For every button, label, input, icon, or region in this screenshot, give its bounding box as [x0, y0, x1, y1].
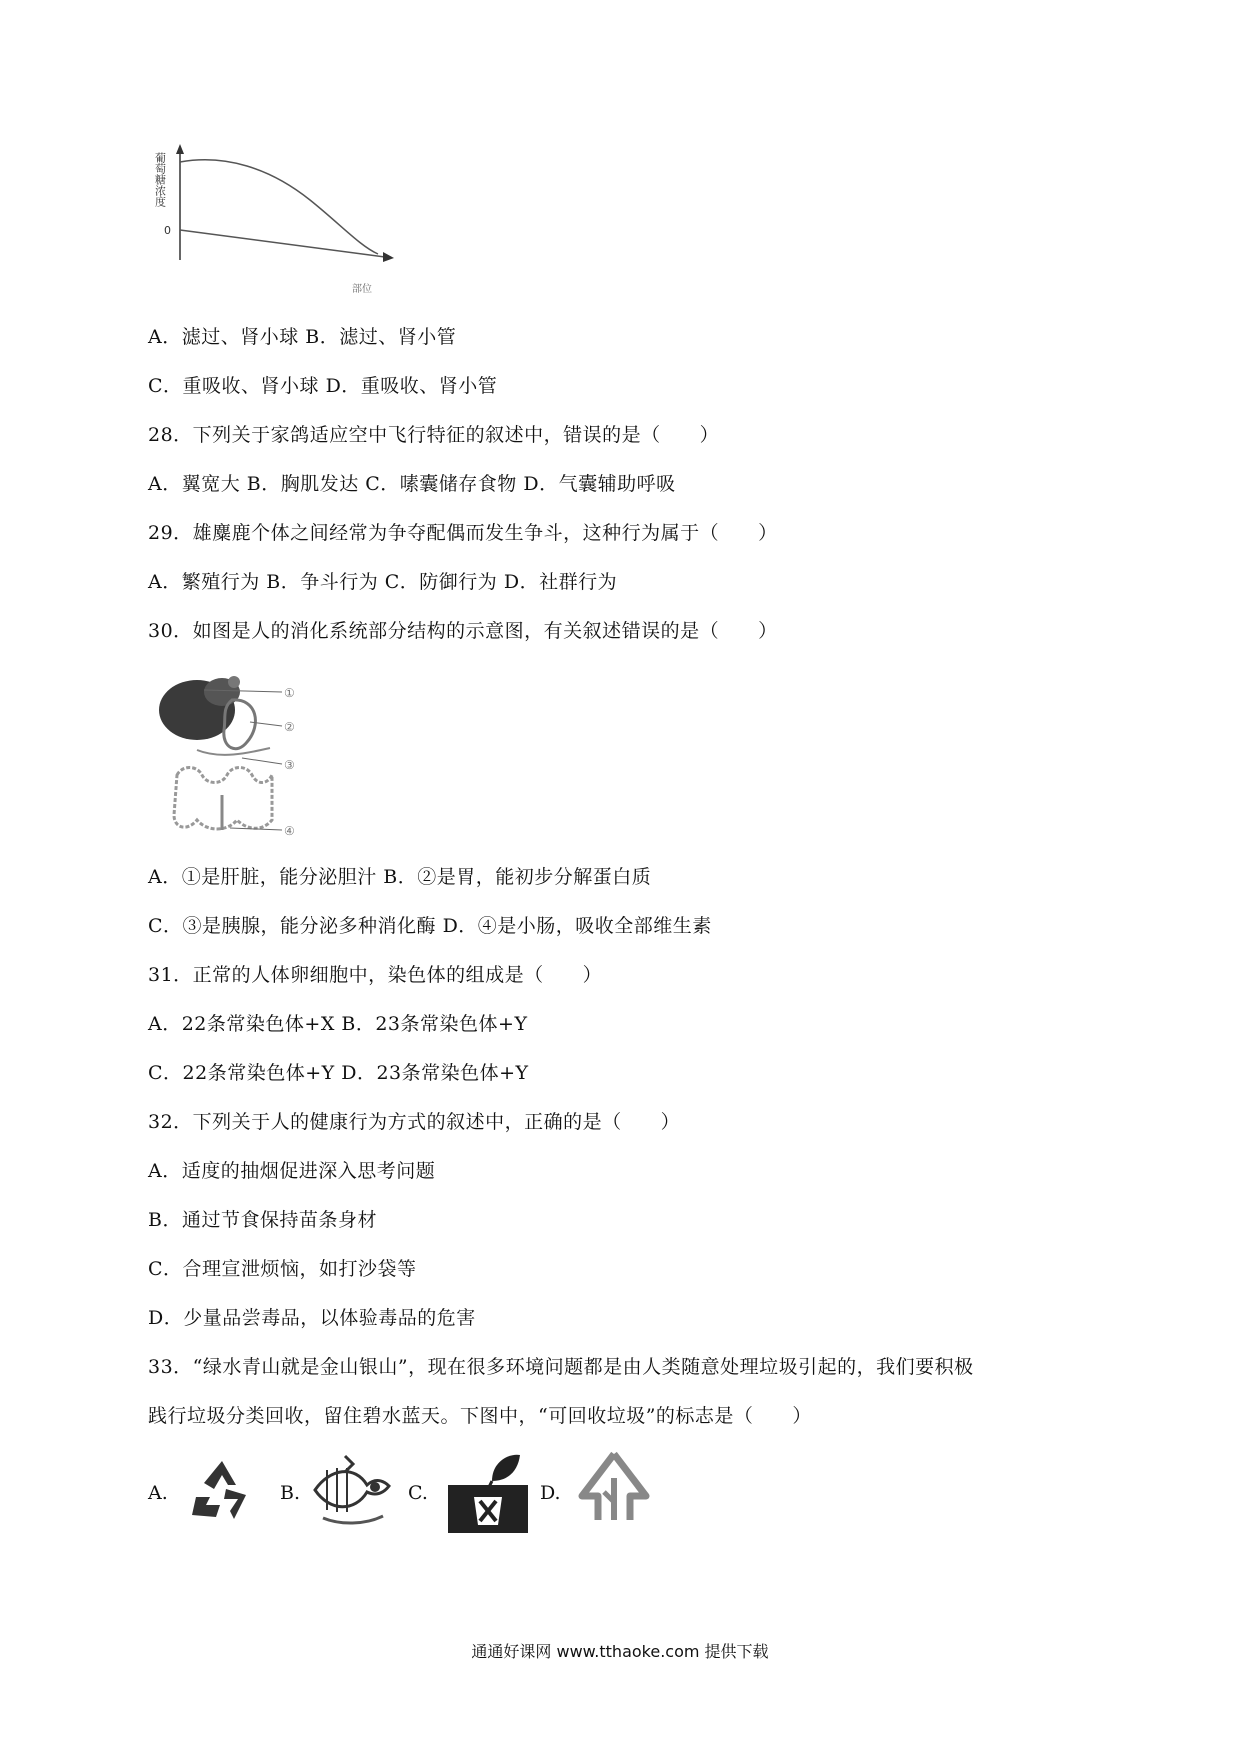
q28-options: A．翼宽大 B．胸肌发达 C．嗉囊储存食物 D．气囊辅助呼吸 [148, 473, 676, 495]
graph-y-label: 葡萄糖浓度 [153, 152, 167, 207]
q33-option-a-letter: A. [148, 1482, 168, 1504]
q33-option-c-letter: C. [408, 1482, 428, 1504]
graph-origin-label: 0 [164, 224, 171, 237]
q27-options-line-2: C．重吸收、肾小球 D．重吸收、肾小管 [148, 375, 498, 397]
q29-stem: 29．雄麋鹿个体之间经常为争夺配偶而发生争斗，这种行为属于（ ） [148, 522, 778, 544]
y-axis-arrow [176, 144, 184, 154]
q32-option-d: D．少量品尝毒品，以体验毒品的危害 [148, 1307, 476, 1329]
figure-label-3: ③ [284, 758, 295, 772]
q32-option-b: B．通过节食保持苗条身材 [148, 1209, 377, 1231]
graph-x-label: 部位 [352, 284, 372, 295]
q28-stem: 28．下列关于家鸽适应空中飞行特征的叙述中，错误的是（ ） [148, 424, 720, 446]
q32-stem: 32．下列关于人的健康行为方式的叙述中，正确的是（ ） [148, 1111, 681, 1133]
page-footer: 通通好课网 www.tthaoke.com 提供下载 [471, 1642, 769, 1661]
x-axis [180, 230, 385, 257]
q32-option-a: A．适度的抽烟促进深入思考问题 [148, 1160, 436, 1182]
q31-options-line-2: C．22条常染色体+Y D．23条常染色体+Y [148, 1062, 529, 1084]
figure-label-1: ① [284, 686, 295, 700]
q33-stem-line-1: 33．“绿水青山就是金山银山”，现在很多环境问题都是由人类随意处理垃圾引起的，我们要积极 [148, 1356, 974, 1378]
q33-option-d-letter: D. [540, 1482, 561, 1504]
glucose-concentration-graph [150, 140, 400, 305]
q30-stem: 30．如图是人的消化系统部分结构的示意图，有关叙述错误的是（ ） [148, 620, 778, 642]
q31-stem: 31．正常的人体卵细胞中，染色体的组成是（ ） [148, 964, 603, 986]
x-axis-arrow [383, 252, 394, 262]
q31-options-line-1: A．22条常染色体+X B．23条常染色体+Y [148, 1013, 528, 1035]
q33-stem-line-2: 践行垃圾分类回收，留住碧水蓝天。下图中，“可回收垃圾”的标志是（ ） [148, 1405, 812, 1427]
q33-option-b-letter: B. [280, 1482, 301, 1504]
q29-options: A．繁殖行为 B．争斗行为 C．防御行为 D．社群行为 [148, 571, 618, 593]
figure-label-2: ② [284, 720, 295, 734]
leaf-bin-icon [448, 1445, 528, 1535]
q27-options-line-1: A．滤过、肾小球 B．滤过、肾小管 [148, 326, 457, 348]
concentration-curve [180, 160, 378, 254]
digestive-system-figure [152, 670, 312, 845]
tree-outline-icon [574, 1448, 654, 1530]
q30-options-line-1: A．①是肝脏，能分泌胆汁 B．②是胃，能初步分解蛋白质 [148, 866, 652, 888]
q30-options-line-2: C．③是胰腺，能分泌多种消化酶 D．④是小肠，吸收全部维生素 [148, 915, 712, 937]
q32-option-c: C．合理宣泄烦恼，如打沙袋等 [148, 1258, 417, 1280]
recycle-arrows-icon [186, 1455, 258, 1527]
figure-label-4: ④ [284, 824, 295, 838]
fish-bone-waste-icon [305, 1450, 400, 1530]
